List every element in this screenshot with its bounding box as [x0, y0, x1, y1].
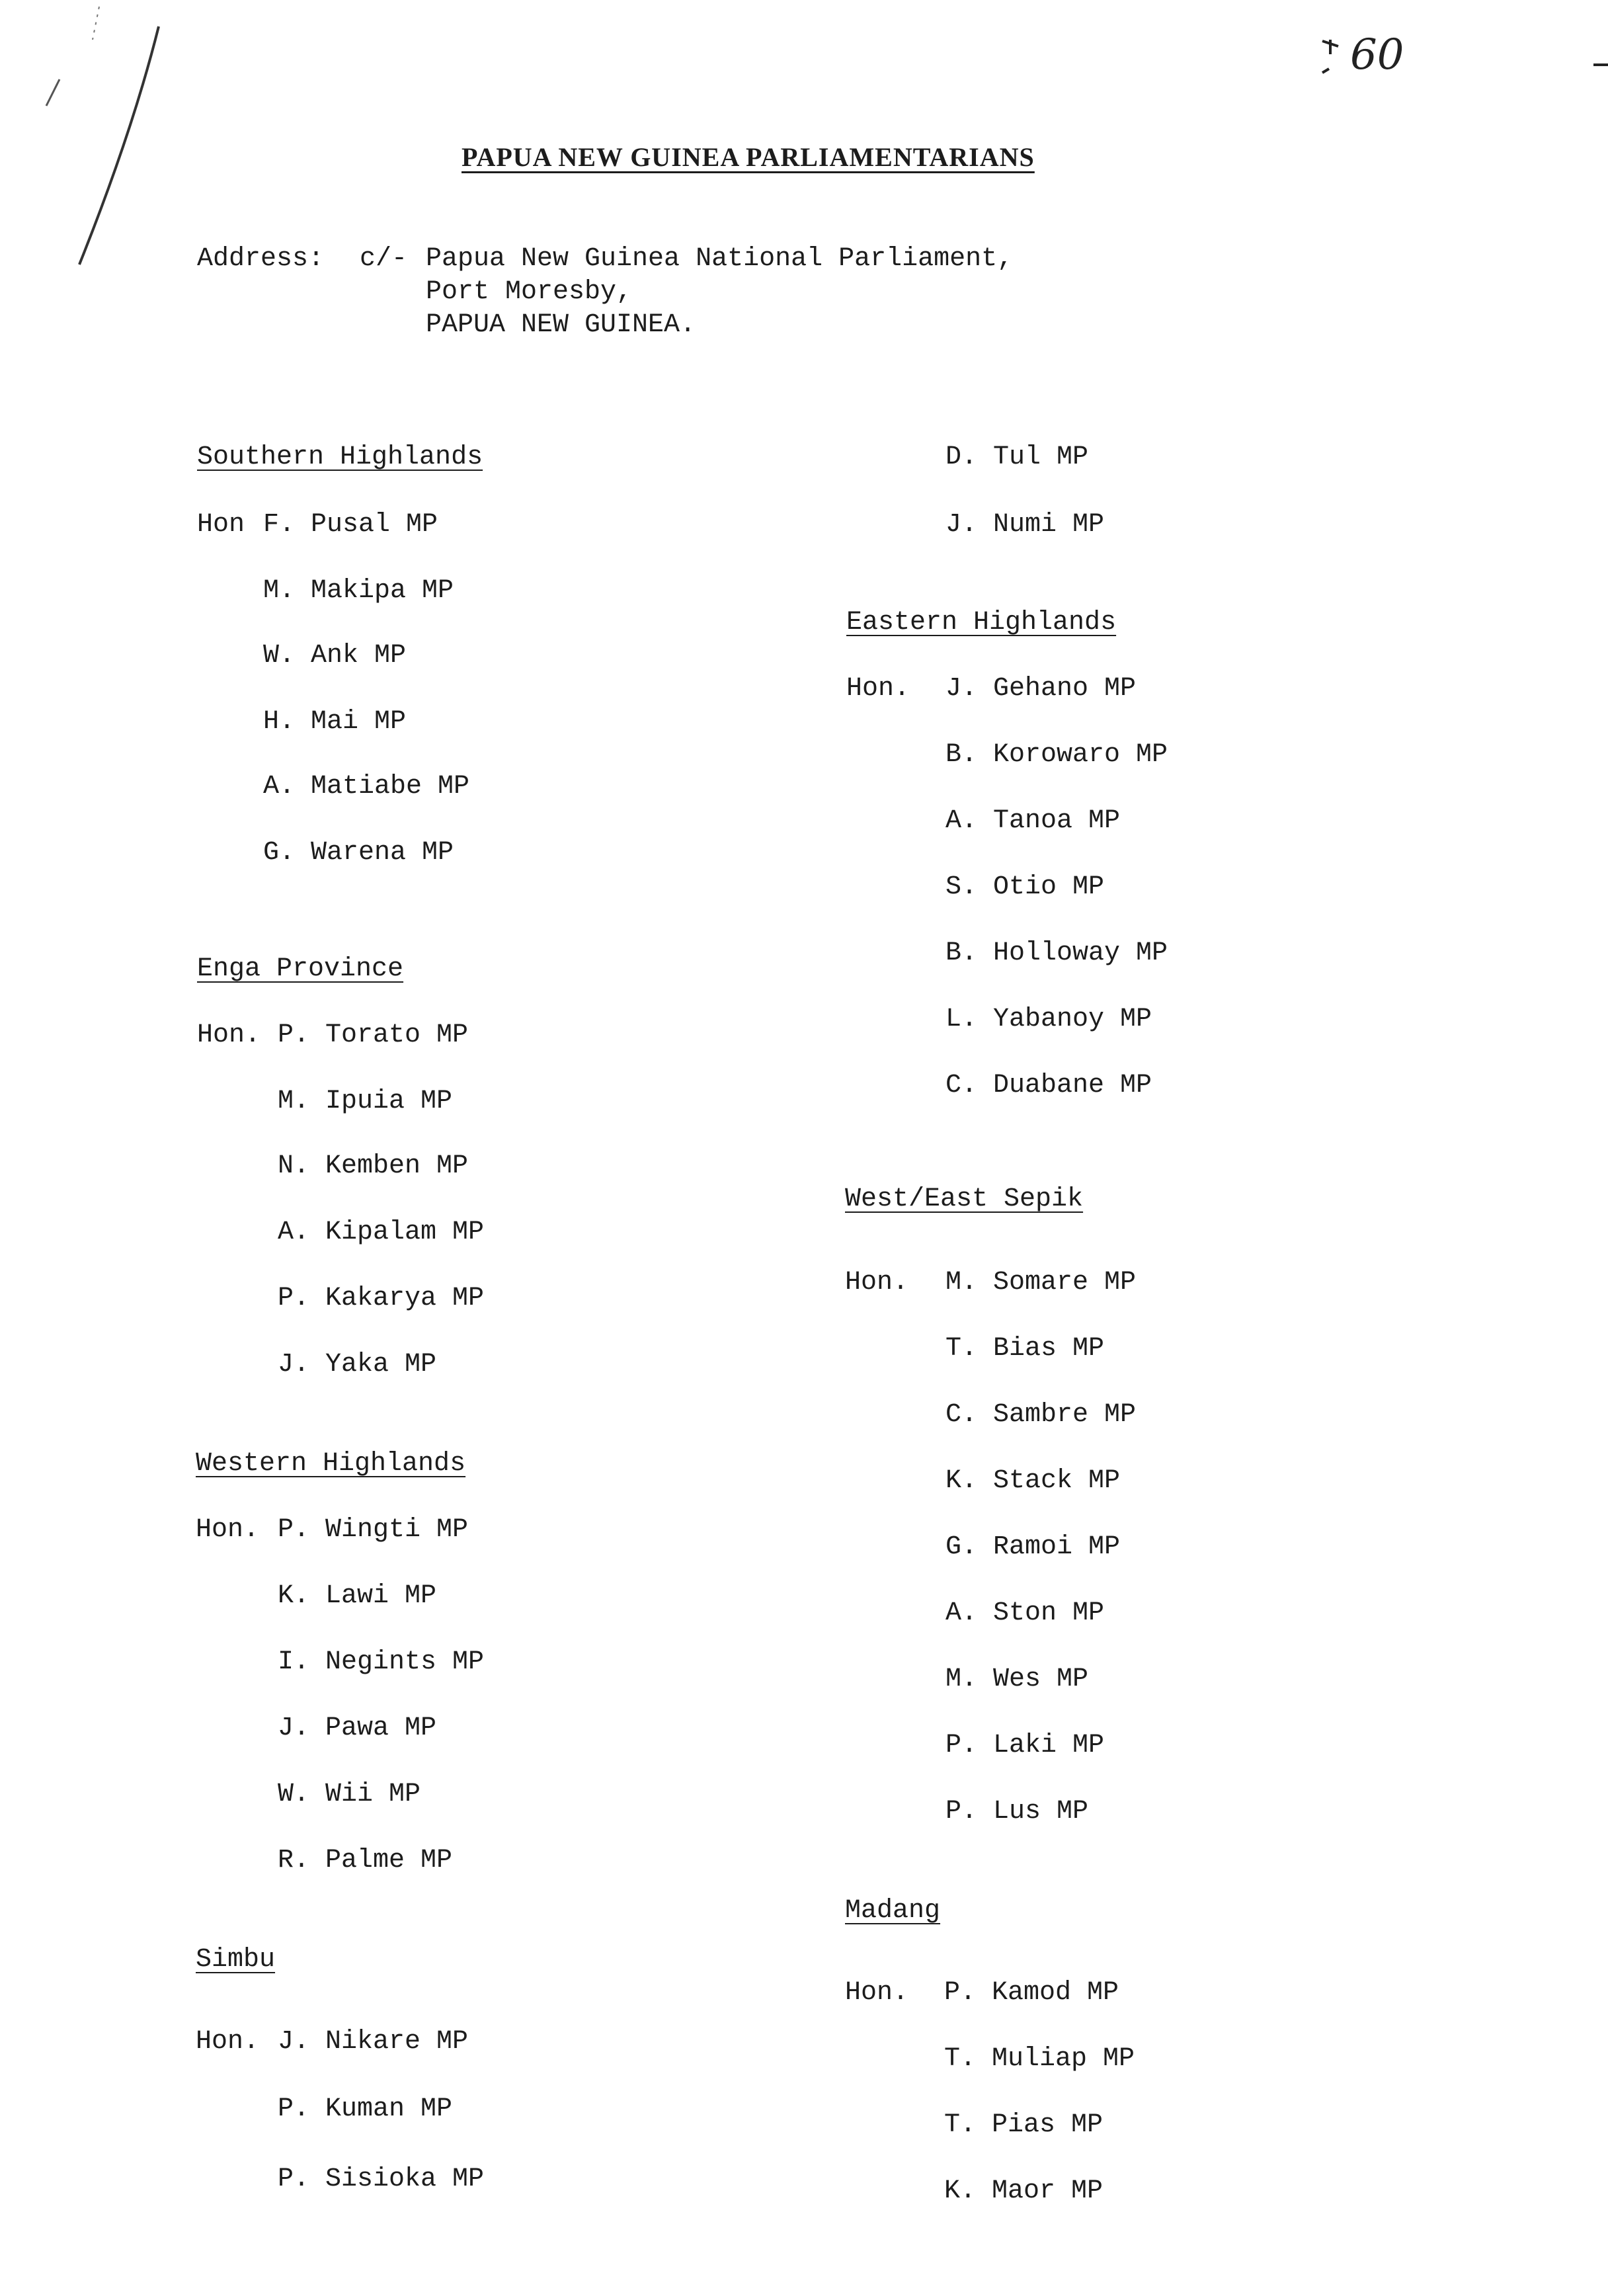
member-entry: A. Ston MP — [945, 1598, 1105, 1628]
member-entry: G. Ramoi MP — [945, 1532, 1121, 1562]
member-entry: T. Pias MP — [944, 2110, 1104, 2140]
member-honorific: Hon. — [196, 1515, 260, 1545]
member-entry: J. Pawa MP — [278, 1713, 437, 1743]
member-entry: P. Kakarya MP — [278, 1284, 485, 1313]
member-entry: A. Tanoa MP — [945, 806, 1121, 836]
member-entry: W. Wii MP — [278, 1780, 421, 1809]
member-entry: J. Yaka MP — [278, 1350, 437, 1379]
address-prefix: c/- — [360, 244, 408, 274]
member-entry: P. Sisioka MP — [278, 2164, 485, 2194]
member-entry: S. Otio MP — [945, 872, 1105, 902]
member-entry: M. Makipa MP — [263, 576, 454, 606]
member-entry: T. Bias MP — [945, 1334, 1105, 1364]
member-entry: J. Nikare MP — [278, 2027, 469, 2057]
member-entry: P. Wingti MP — [278, 1515, 469, 1545]
member-entry: C. Sambre MP — [945, 1400, 1137, 1430]
member-entry: H. Mai MP — [263, 707, 407, 737]
address-line: Papua New Guinea National Parliament, — [426, 244, 1014, 274]
member-entry: P. Kamod MP — [944, 1978, 1119, 2008]
member-entry: L. Yabanoy MP — [945, 1004, 1152, 1034]
member-entry: M. Wes MP — [945, 1664, 1089, 1694]
address-label: Address: — [197, 244, 325, 274]
member-entry: M. Somare MP — [945, 1268, 1137, 1297]
member-honorific: Hon. — [197, 1020, 261, 1050]
member-honorific: Hon. — [845, 1978, 909, 2008]
address-line: PAPUA NEW GUINEA. — [426, 310, 696, 340]
section-heading-west-east-sepik: West/East Sepik — [845, 1184, 1084, 1214]
member-entry: B. Korowaro MP — [945, 740, 1168, 770]
member-honorific: Hon. — [196, 2027, 260, 2057]
section-heading-enga-province: Enga Province — [197, 954, 404, 984]
member-entry: P. Laki MP — [945, 1731, 1105, 1760]
page-number-annotation: 60 — [1350, 30, 1404, 79]
member-entry: J. Numi MP — [945, 510, 1105, 540]
member-entry: W. Ank MP — [263, 641, 407, 671]
member-entry: J. Gehano MP — [945, 674, 1137, 704]
member-entry: N. Kemben MP — [278, 1151, 469, 1181]
member-entry: C. Duabane MP — [945, 1071, 1152, 1100]
member-entry: A. Kipalam MP — [278, 1217, 485, 1247]
member-entry: D. Tul MP — [945, 442, 1089, 472]
member-entry: G. Warena MP — [263, 838, 454, 868]
section-heading-southern-highlands: Southern Highlands — [197, 442, 483, 472]
section-heading-madang: Madang — [845, 1896, 941, 1926]
member-entry: T. Muliap MP — [944, 2044, 1135, 2074]
member-entry: P. Torato MP — [278, 1020, 469, 1050]
member-honorific: Hon — [197, 510, 245, 540]
member-entry: P. Kuman MP — [278, 2094, 453, 2124]
member-entry: K. Lawi MP — [278, 1581, 437, 1611]
section-heading-western-highlands: Western Highlands — [196, 1449, 466, 1479]
member-entry: P. Lus MP — [945, 1797, 1089, 1826]
member-entry: A. Matiabe MP — [263, 772, 470, 801]
section-heading-simbu: Simbu — [196, 1945, 276, 1975]
member-honorific: Hon. — [845, 1268, 909, 1297]
member-entry: B. Holloway MP — [945, 938, 1168, 968]
member-entry: K. Maor MP — [944, 2176, 1104, 2206]
address-line: Port Moresby, — [426, 277, 633, 307]
member-honorific: Hon. — [846, 674, 910, 704]
member-entry: R. Palme MP — [278, 1846, 453, 1875]
member-entry: I. Negints MP — [278, 1647, 485, 1677]
member-entry: M. Ipuia MP — [278, 1086, 453, 1116]
document-title: PAPUA NEW GUINEA PARLIAMENTARIANS — [462, 142, 1035, 172]
member-entry: K. Stack MP — [945, 1466, 1121, 1496]
section-heading-eastern-highlands: Eastern Highlands — [846, 608, 1117, 637]
member-entry: F. Pusal MP — [263, 510, 438, 540]
